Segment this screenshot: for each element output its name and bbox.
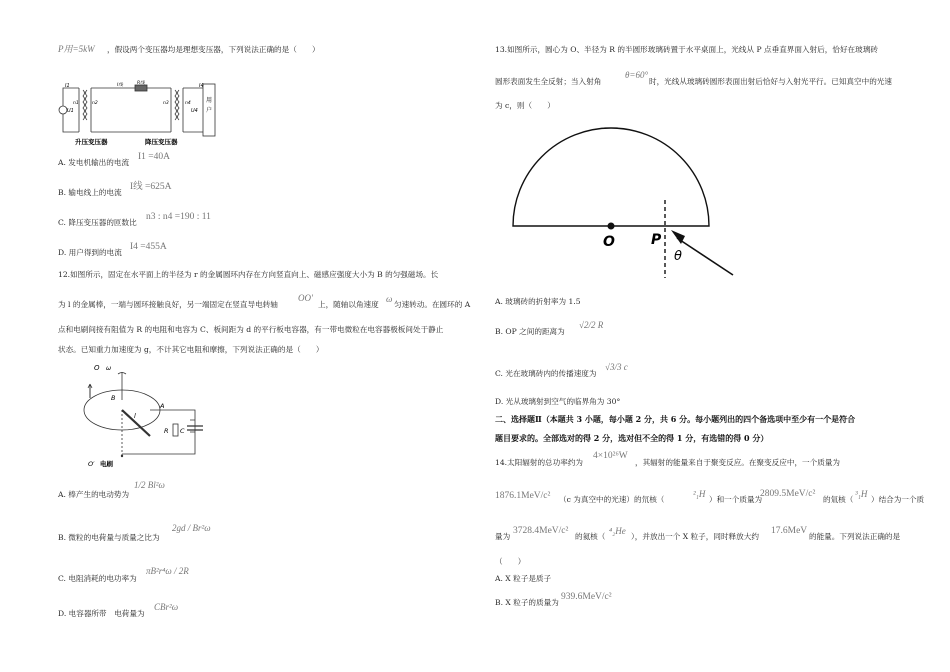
q13-line-2-formula: θ=60°	[625, 70, 649, 80]
q12-option-b: B. 微粒的电荷量与质量之比为	[58, 533, 160, 542]
q12-option-a-formula: 1/2 Bl²ω	[134, 480, 165, 490]
q12-option-d: D. 电容器所带 电荷量为	[58, 609, 145, 618]
fig-a-label: A	[160, 402, 165, 410]
q13-option-a: A. 玻璃砖的折射率为 1.5	[495, 297, 581, 306]
q14-line-3a: 量为	[495, 532, 511, 541]
q14-line-3-formula-2: ⁴₂He	[609, 526, 626, 536]
q12-option-a: A. 棒产生的电动势为	[58, 490, 130, 499]
q14-line-1a: 14.太阳辐射的总功率约为	[495, 458, 584, 467]
q14-line-3-formula-1: 3728.4MeV/c²	[513, 526, 569, 536]
label-i-line: I线	[117, 83, 123, 88]
q12-line-2b: 上，随轴以角速度	[318, 300, 379, 309]
q14-option-b: B. X 粒子的质量为	[495, 598, 559, 607]
q13-line-1: 13.如图所示，圆心为 O、半径为 R 的半圆形玻璃砖置于水平桌面上，光线从 P 点垂直界面入射后，恰好在玻璃砖	[495, 45, 878, 54]
q14-option-a: A. X 粒子是质子	[495, 574, 552, 583]
label-n2: n2	[92, 101, 98, 106]
q14-line-1b: ，其辐射的能量来自于聚变反应。在聚变反应中，一个质量为	[635, 458, 841, 467]
q14-line-2d: ）结合为一个质	[871, 495, 925, 504]
q14-line-1-formula: 4×10²⁶W	[593, 451, 628, 461]
q14-line-3-formula-3: 17.6MeV	[771, 526, 808, 536]
q12-line-1: 12.如图所示，固定在水平面上的半径为 r 的金属圆环内存在方向竖直向上、磁感应强度大小为 B 的匀强磁场。长	[58, 270, 439, 279]
q14-line-2b: ）和一个质量为	[709, 495, 763, 504]
fig-r-label: R	[164, 427, 169, 435]
fig-o-label: O	[94, 364, 100, 372]
q12-option-d-formula: CBr²ω	[154, 602, 179, 612]
q13-line-3: 为 c，则（ ）	[495, 101, 555, 110]
q12-line-2c: 匀速转动。在圆环的 A	[394, 300, 471, 309]
label-user-2: 户	[206, 107, 213, 114]
q14-line-2-formula-2: ²₁H	[693, 489, 706, 499]
label-user-1: 用	[206, 97, 213, 104]
section2-line-1: 二、选择题Ⅱ（本题共 3 小题，每小题 2 分，共 6 分。每小题列出的四个备选项中至少有一个是符合	[495, 414, 856, 424]
q11-option-a-formula: I1 =40A	[138, 152, 171, 162]
label-i1: I1	[65, 83, 70, 89]
q12-option-b-formula: 2gd / Br²ω	[172, 523, 211, 533]
label-n3: n3	[163, 101, 169, 106]
transformer-circuit-diagram	[55, 80, 225, 150]
q13-option-c: C. 光在玻璃砖内的传播速度为	[495, 369, 597, 378]
fig-o-prime-label: O′	[88, 460, 95, 468]
q12-option-c-formula: πB²r⁴ω / 2R	[146, 566, 189, 576]
q11-intro-text: ，假设两个变压器均是理想变压器，下列说法正确的是（ ）	[107, 45, 320, 54]
q14-line-2-formula-3: 2809.5MeV/c²	[760, 489, 816, 499]
q14-line-3d: 的能量。下列说法正确的是	[809, 532, 901, 541]
q11-option-c: C. 降压变压器的匝数比	[58, 218, 137, 227]
label-i4: I4	[199, 83, 204, 89]
q11-option-b: B. 输电线上的电流	[58, 188, 122, 197]
q11-option-b-formula: I线 =625A	[130, 182, 172, 192]
q12-line-4: 状态。已知重力加速度为 g，不计其它电阻和摩擦，下列说法正确的是（ ）	[58, 345, 324, 354]
q13-line-2a: 圆形表面发生全反射；当入射角	[495, 77, 602, 86]
label-u1: U1	[67, 108, 74, 114]
q14-option-b-formula: 939.6MeV/c²	[561, 592, 612, 602]
section2-line-2: 题目要求的。全部选对的得 2 分，选对但不全的得 1 分，有选错的得 0 分）	[495, 433, 769, 443]
q13-option-b: B. OP 之间的距离为	[495, 327, 565, 336]
fig-brush-label: 电刷	[100, 460, 113, 468]
label-r-line: R线	[137, 81, 145, 86]
fig-omega-label: ω	[106, 365, 112, 372]
q11-option-d-formula: I4 =455A	[130, 242, 167, 252]
q14-line-2a: （c 为真空中的光速）的氘核（	[559, 495, 665, 504]
fig-o-label: O	[603, 234, 615, 250]
fig-theta-label: θ	[674, 249, 682, 264]
q11-option-d: D. 用户得到的电流	[58, 248, 122, 257]
q14-line-3c: ），并放出一个 X 粒子，同时释放大约	[631, 532, 759, 541]
q11-option-c-formula: n3 : n4 =190 : 11	[146, 212, 211, 222]
right-column	[475, 0, 950, 672]
q14-line-2c: 的氚核（	[823, 495, 854, 504]
fig-c-label: C	[180, 427, 185, 435]
q14-line-3b: 的氦核（	[575, 532, 606, 541]
q13-option-b-formula: √2/2 R	[579, 320, 604, 330]
fig-l-label: l	[134, 412, 136, 420]
q11-intro-formula: P用=5kW	[58, 44, 95, 54]
q12-option-c: C. 电阻消耗的电功率为	[58, 574, 137, 583]
rotating-rod-ring-diagram	[80, 360, 245, 472]
q13-line-2b: 时，光线从玻璃砖圆形表面出射后恰好与入射光平行。已知真空中的光速	[649, 77, 892, 86]
q12-line-2a: 为 l 的金属棒，一端与圆环接触良好，另一端固定在竖直导电转轴	[58, 300, 278, 309]
label-n1: n1	[73, 101, 79, 106]
q12-line-3: 点和电刷间接有阻值为 R 的电阻和电容为 C、板间距为 d 的平行板电容器，有一带电微粒在电容器极板间处于静止	[58, 325, 444, 334]
q14-line-2-formula-1: 1876.1MeV/c²	[495, 491, 551, 501]
q11-option-a: A. 发电机输出的电流	[58, 158, 130, 167]
label-step-down: 降压变压器	[145, 138, 178, 146]
fig-p-label: P	[651, 232, 662, 248]
label-n4: n4	[185, 101, 191, 106]
q12-line-2-formula2: ω	[386, 294, 393, 304]
label-u4: U4	[191, 108, 198, 114]
q14-line-2-formula-4: ³₁H	[855, 489, 868, 499]
label-step-up: 升压变压器	[75, 138, 108, 146]
q13-option-d: D. 光从玻璃射到空气的临界角为 30°	[495, 397, 621, 406]
semicircle-glass-diagram	[505, 118, 745, 283]
q12-line-2-formula: OO′	[298, 293, 313, 303]
q13-option-c-formula: √3/3 c	[605, 362, 628, 372]
q14-line-4: （ ）	[495, 557, 526, 566]
fig-b-label: B	[111, 394, 116, 402]
